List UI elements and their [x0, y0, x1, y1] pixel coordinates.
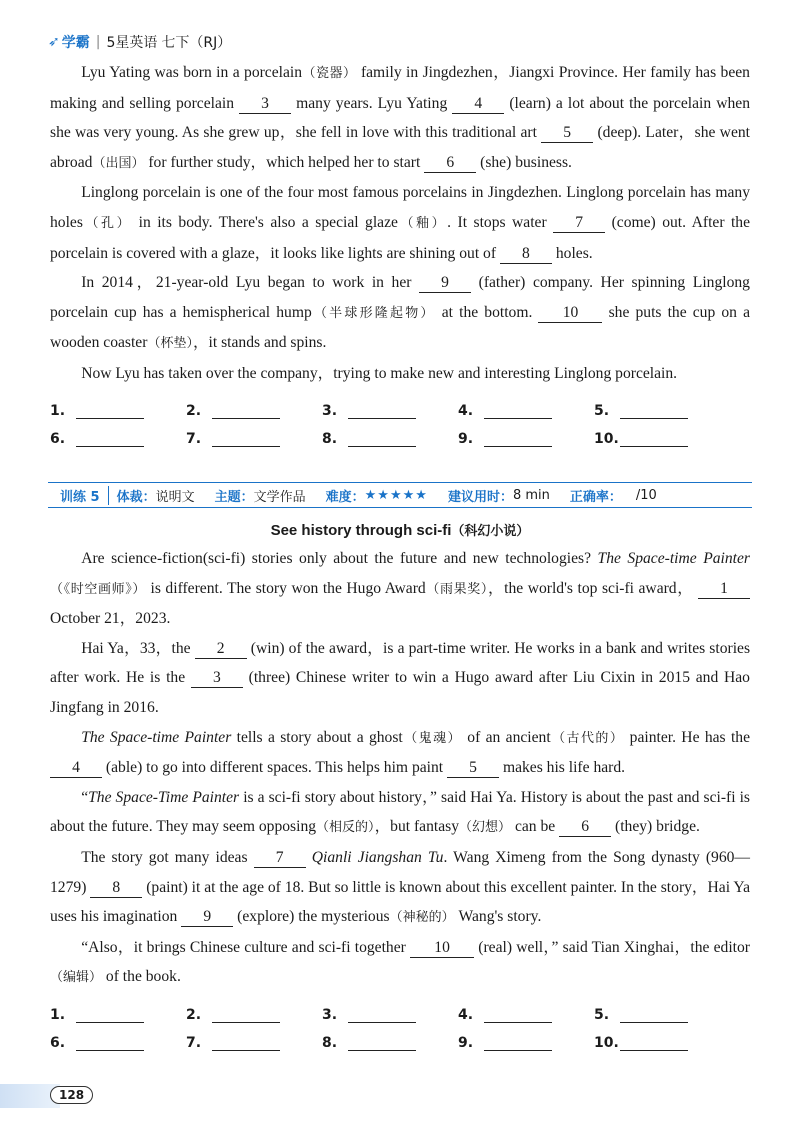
- answer-slot[interactable]: 6.: [50, 1027, 186, 1051]
- answer-slot[interactable]: 9.: [458, 423, 594, 447]
- answer-slot[interactable]: 3.: [322, 395, 458, 419]
- blank-4[interactable]: 4: [452, 95, 504, 114]
- blank-9[interactable]: 9: [181, 908, 233, 927]
- answer-slot[interactable]: 4.: [458, 999, 594, 1023]
- brand-swoosh-icon: ➶: [48, 34, 60, 50]
- passage-2-paragraph-4: “The Space-Time Painter is a sci-fi story about history，” said Hai Ya. History is about the past and sci-fi is about the future. They may seem opposing（相反的），but fantasy（幻想） can be 6 (they) bridge.: [50, 788, 750, 836]
- answer-slot[interactable]: 7.: [186, 1027, 322, 1051]
- passage-1-paragraph-3: In 2014，21-year-old Lyu began to work in her 9 (father) company. Her spinning Linglong porcelain cup has a hemispherical hump（半球形隆起物） at the bottom. 10 she puts the cup on a wooden coaster（杯垫），it stands and spins.: [50, 274, 750, 352]
- answer-slot[interactable]: 8.: [322, 423, 458, 447]
- blank-3[interactable]: 3: [239, 95, 291, 114]
- brand-logo: [48, 32, 90, 52]
- passage-2-paragraph-2: Hai Ya，33，the 2 (win) of the award，is a part-time writer. He works in a bank and writes stories after work. He is the 3 (three) Chinese writer to win a Hugo award after Liu Cixin in 2015 and Hao Jingfang in 2016.: [50, 639, 751, 716]
- passage-1-answer-grid: [50, 395, 750, 447]
- blank-10[interactable]: 10: [410, 939, 474, 958]
- answer-slot[interactable]: 2.: [186, 999, 322, 1023]
- passage-1-paragraph-2: Linglong porcelain is one of the four most famous porcelains in Jingdezhen. Linglong porcelain has many holes（孔） in its body. There's also a special glaze（釉）. It stops water 7 (come) out. After the porcelain is covered with a glaze，it looks like lights are shining out of 8 holes.: [50, 184, 751, 262]
- passage-1-paragraph-4: Now Lyu has taken over the company，trying to make new and interesting Linglong porcelain.: [81, 364, 678, 382]
- answer-slot[interactable]: 5.: [594, 999, 730, 1023]
- book-series: 5星英语: [106, 35, 158, 51]
- blank-9[interactable]: 9: [419, 274, 471, 293]
- answer-slot[interactable]: 1.: [50, 999, 186, 1023]
- answer-slot[interactable]: 4.: [458, 395, 594, 419]
- answer-slot[interactable]: 5.: [594, 395, 730, 419]
- header-divider: |: [95, 34, 101, 50]
- passage-1: [50, 58, 750, 447]
- passage-2-paragraph-5: The story got many ideas 7 Qianli Jiangshan Tu. Wang Ximeng from the Song dynasty (960—1279) 8 (paint) it at the age of 18. But so little is known about this excellent painter. In the story，Hai Ya uses his imagination 9 (explore) the mysterious（神秘的） Wang's story.: [50, 848, 751, 926]
- answer-slot[interactable]: 2.: [186, 395, 322, 419]
- passage-2-title: See history through sci-fi（科幻小说）: [270, 522, 530, 539]
- blank-5[interactable]: 5: [541, 124, 593, 143]
- answer-slot[interactable]: 8.: [322, 1027, 458, 1051]
- blank-7[interactable]: 7: [254, 849, 306, 868]
- blank-8[interactable]: 8: [500, 245, 552, 264]
- blank-8[interactable]: 8: [90, 879, 142, 898]
- blank-4[interactable]: 4: [50, 759, 102, 778]
- blank-2[interactable]: 2: [195, 640, 247, 659]
- blank-5[interactable]: 5: [447, 759, 499, 778]
- passage-2: [50, 544, 750, 1051]
- passage-2-paragraph-1: Are science-fiction(sci-fi) stories only about the future and new technologies? The Space-time Painter（《时空画师》） is different. The story won the Hugo Award（雨果奖），the world's top sci-fi award， 1 October 21，2023.: [50, 550, 750, 628]
- blank-3[interactable]: 3: [191, 669, 243, 688]
- blank-6[interactable]: 6: [559, 818, 611, 837]
- topic-value: 文学作品: [253, 489, 306, 505]
- blank-10[interactable]: 10: [538, 304, 602, 323]
- page-header: [48, 32, 231, 52]
- accuracy-value: /10: [635, 487, 657, 503]
- passage-2-answer-grid: [50, 999, 750, 1051]
- brand-name: 学霸: [61, 35, 90, 51]
- answer-slot[interactable]: 9.: [458, 1027, 594, 1051]
- answer-slot[interactable]: 10.: [594, 423, 730, 447]
- page-number: 128: [50, 1086, 93, 1104]
- answer-slot[interactable]: 1.: [50, 395, 186, 419]
- exercise-info-bar: 训练 5 体裁： 说明文 主题： 文学作品 难度： ★★★★★ 建议用时： 8 min 正确率： /10: [48, 482, 752, 508]
- lesson-label: 训练 5: [48, 486, 109, 505]
- genre-value: 说明文: [155, 489, 195, 505]
- answer-slot[interactable]: 7.: [186, 423, 322, 447]
- blank-6[interactable]: 6: [424, 154, 476, 173]
- passage-2-paragraph-3: The Space-time Painter tells a story about a ghost（鬼魂） of an ancient（古代的） painter. He has the 4 (able) to go into different spaces. This helps him paint 5 makes his life hard.: [50, 723, 750, 783]
- passage-1-paragraph-1: Lyu Yating was born in a porcelain（瓷器） family in Jingdezhen，Jiangxi Province. Her family has been making and selling porcelain 3 many years. Lyu Yating 4 (learn) a lot about the porcelain when she was very young. As she grew up，she fell in love with this traditional art 5 (deep). Later，she went abroad（出国） for further study，which helped her to start 6 (she) business.: [50, 64, 751, 171]
- blank-1[interactable]: 1: [698, 580, 750, 599]
- time-value: 8 min: [512, 487, 550, 503]
- answer-slot[interactable]: 6.: [50, 423, 186, 447]
- answer-slot[interactable]: 10.: [594, 1027, 730, 1051]
- blank-7[interactable]: 7: [553, 214, 605, 233]
- difficulty-stars-icon: ★★★★★: [364, 487, 428, 503]
- passage-2-paragraph-6: “Also，it brings Chinese culture and sci-fi together 10 (real) well，” said Tian Xinghai，the editor（编辑） of the book.: [50, 938, 751, 986]
- book-grade: 七下（RJ）: [161, 35, 232, 51]
- answer-slot[interactable]: 3.: [322, 999, 458, 1023]
